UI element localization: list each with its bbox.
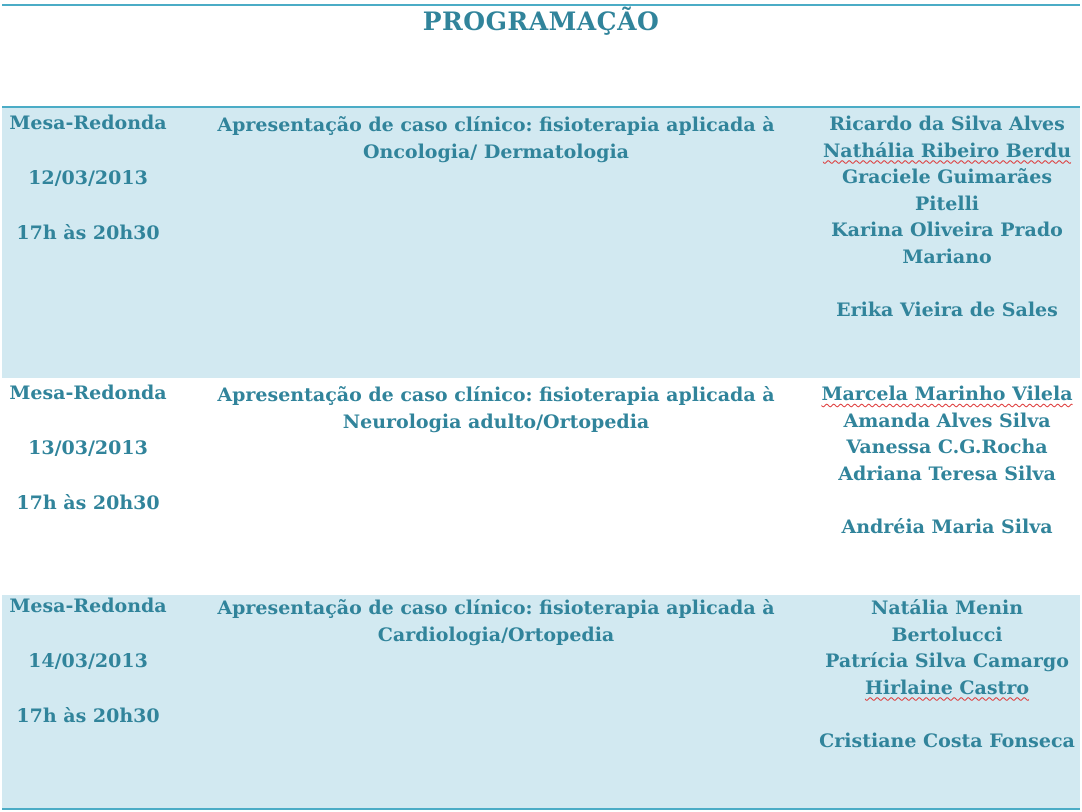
table-top-border bbox=[2, 4, 1080, 6]
session-2-info bbox=[2, 380, 174, 516]
session-3-type: Mesa-Redonda bbox=[9, 595, 167, 617]
session-3-date: 14/03/2013 bbox=[28, 650, 148, 672]
session-2-topic bbox=[210, 382, 782, 435]
session-1-topic bbox=[210, 112, 782, 165]
session-1-info bbox=[2, 110, 174, 246]
session-2-type: Mesa-Redonda bbox=[9, 382, 167, 404]
session-3-time: 17h às 20h30 bbox=[16, 705, 160, 727]
speaker: Mariano bbox=[902, 245, 992, 268]
session-2-speakers bbox=[814, 381, 1080, 541]
session-3-topic-line2: Cardiologia/Ortopedia bbox=[377, 623, 615, 646]
session-1-type: Mesa-Redonda bbox=[9, 112, 167, 134]
speaker: Karina Oliveira Prado bbox=[831, 219, 1063, 241]
session-3-info bbox=[2, 593, 174, 729]
session-3-topic bbox=[210, 595, 782, 648]
session-2-date: 13/03/2013 bbox=[28, 437, 148, 459]
speaker: Adriana Teresa Silva bbox=[838, 462, 1056, 485]
table-row-1 bbox=[2, 108, 1080, 378]
page-title: PROGRAMAÇÃO bbox=[422, 7, 660, 36]
table-row-2 bbox=[2, 378, 1080, 595]
speaker: Nathália Ribeiro Berdu bbox=[822, 139, 1072, 162]
session-1-topic-line1: Apresentação de caso clínico: fisioterapia aplicada à bbox=[217, 114, 775, 136]
speaker: Ricardo da Silva Alves bbox=[829, 113, 1065, 135]
speaker: Bertolucci bbox=[891, 623, 1003, 646]
speaker: Cristiane Costa Fonseca bbox=[819, 730, 1075, 752]
session-1-topic-line2: Oncologia/ Dermatologia bbox=[362, 140, 629, 163]
speaker: Hirlaine Castro bbox=[864, 676, 1030, 699]
speaker: Vanessa C.G.Rocha bbox=[846, 436, 1048, 458]
speaker: Andréia Maria Silva bbox=[841, 516, 1053, 538]
speaker: Pitelli bbox=[914, 192, 980, 215]
speaker: Amanda Alves Silva bbox=[843, 409, 1051, 432]
session-1-date: 12/03/2013 bbox=[28, 167, 148, 189]
session-2-topic-line1: Apresentação de caso clínico: fisioterapia aplicada à bbox=[217, 384, 775, 406]
speaker: Erika Vieira de Sales bbox=[836, 299, 1058, 321]
speaker: Graciele Guimarães bbox=[841, 166, 1053, 188]
session-1-speakers bbox=[814, 111, 1080, 324]
session-1-time: 17h às 20h30 bbox=[16, 222, 160, 244]
session-3-speakers bbox=[814, 595, 1080, 755]
speaker: Marcela Marinho Vilela bbox=[821, 383, 1073, 405]
session-2-time: 17h às 20h30 bbox=[16, 492, 160, 514]
speaker: Patrícia Silva Camargo bbox=[825, 650, 1069, 672]
table-bottom-border bbox=[2, 808, 1080, 810]
speaker: Natália Menin bbox=[870, 597, 1024, 619]
session-3-topic-line1: Apresentação de caso clínico: fisioterapia aplicada à bbox=[217, 597, 775, 619]
session-2-topic-line2: Neurologia adulto/Ortopedia bbox=[342, 410, 650, 433]
table-row-3 bbox=[2, 595, 1080, 808]
